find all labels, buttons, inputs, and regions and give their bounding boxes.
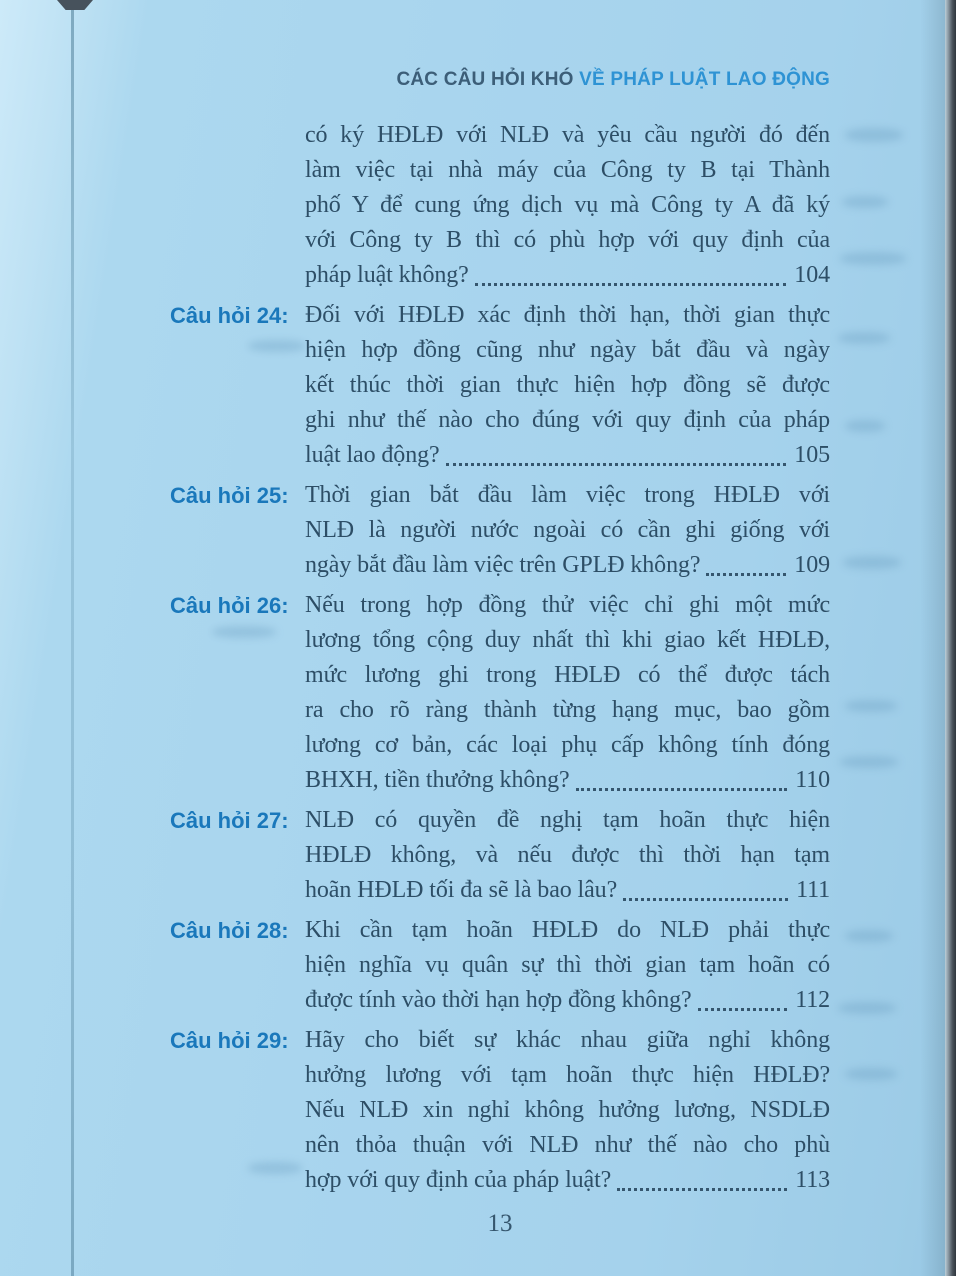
- toc-line: với Công ty B thì có phù hợp với quy định của: [305, 227, 830, 253]
- page-ref-number: 105: [794, 442, 830, 468]
- dot-leader: [706, 573, 786, 576]
- toc-leader-line: [305, 873, 830, 908]
- toc-line-text: pháp luật không?: [305, 262, 469, 288]
- toc-line: ra cho rõ ràng thành từng hạng mục, bao gồm: [305, 697, 830, 723]
- toc-line: Nếu trong hợp đồng thử việc chỉ ghi một mức: [305, 592, 830, 618]
- toc-leader-line: [305, 983, 830, 1018]
- dot-leader: [576, 788, 788, 791]
- toc-line: HĐLĐ không, và nếu được thì thời hạn tạm: [305, 842, 830, 868]
- page-footer: [170, 1210, 830, 1238]
- header-title-accent: VỀ PHÁP LUẬT LAO ĐỘNG: [579, 69, 830, 90]
- page-ref-number: 109: [794, 552, 830, 578]
- bleed-through-mark: [845, 420, 885, 432]
- bleed-through-mark: [840, 252, 906, 265]
- book-edge-strip: [945, 0, 956, 1276]
- toc-entry: [170, 478, 830, 583]
- toc-line: Thời gian bắt đầu làm việc trong HĐLĐ với: [305, 482, 830, 508]
- page-gutter-crease: [71, 0, 74, 1276]
- toc-entry: [170, 298, 830, 473]
- toc-entry: [170, 588, 830, 798]
- dot-leader: [475, 283, 787, 286]
- bleed-through-mark: [842, 196, 888, 208]
- toc-entry: [170, 803, 830, 908]
- toc-line: làm việc tại nhà máy của Công ty B tại Thành: [305, 157, 830, 183]
- toc-line: Nếu NLĐ xin nghỉ không hưởng lương, NSDLĐ: [305, 1097, 830, 1123]
- bleed-through-mark: [845, 700, 897, 712]
- toc-line: lương cơ bản, các loại phụ cấp không tính đóng: [305, 732, 830, 758]
- bleed-through-mark: [840, 756, 898, 768]
- question-label: Câu hỏi 27:: [170, 808, 289, 833]
- bleed-through-mark: [845, 930, 893, 942]
- question-label: Câu hỏi 24:: [170, 303, 289, 328]
- toc-line-text: hoãn HĐLĐ tối đa sẽ là bao lâu?: [305, 877, 618, 903]
- table-of-contents: [170, 118, 830, 1198]
- dot-leader: [446, 463, 787, 466]
- toc-line: hiện hợp đồng cũng như ngày bắt đầu và ngày: [305, 337, 830, 363]
- page-ref-number: 110: [795, 767, 830, 793]
- toc-leader-line: [305, 1163, 830, 1198]
- page-ref-number: 111: [796, 877, 830, 903]
- toc-leader-line: [305, 763, 830, 798]
- bleed-through-mark: [838, 1002, 896, 1014]
- toc-line: NLĐ là người nước ngoài có cần ghi giống với: [305, 517, 830, 543]
- toc-line-text: BHXH, tiền thưởng không?: [305, 767, 570, 793]
- toc-line: có ký HĐLĐ với NLĐ và yêu cầu người đó đến: [305, 122, 830, 148]
- toc-leader-line: [305, 258, 830, 293]
- question-label: Câu hỏi 25:: [170, 483, 289, 508]
- toc-line-text: luật lao động?: [305, 442, 440, 468]
- page-ref-number: 112: [795, 987, 830, 1013]
- page-edge-shadow: [920, 0, 946, 1276]
- question-label: Câu hỏi 28:: [170, 918, 289, 943]
- toc-line-text: ngày bắt đầu làm việc trên GPLĐ không?: [305, 552, 701, 578]
- page-ref-number: 113: [795, 1167, 830, 1193]
- bleed-through-mark: [845, 1068, 897, 1080]
- toc-line: Đối với HĐLĐ xác định thời hạn, thời gian thực: [305, 302, 830, 328]
- running-header: [0, 0, 956, 90]
- footer-page-number: 13: [487, 1210, 513, 1237]
- toc-line: Khi cần tạm hoãn HĐLĐ do NLĐ phải thực: [305, 917, 830, 943]
- toc-line: Hãy cho biết sự khác nhau giữa nghỉ không: [305, 1027, 830, 1053]
- toc-entry: [170, 913, 830, 1018]
- dot-leader: [623, 898, 788, 901]
- toc-line-text: được tính vào thời hạn hợp đồng không?: [305, 987, 692, 1013]
- dot-leader: [698, 1008, 788, 1011]
- bleed-through-mark: [843, 556, 901, 569]
- toc-line: hưởng lương với tạm hoãn thực hiện HĐLĐ?: [305, 1062, 830, 1088]
- toc-line: kết thúc thời gian thực hiện hợp đồng sẽ được: [305, 372, 830, 398]
- toc-line: NLĐ có quyền đề nghị tạm hoãn thực hiện: [305, 807, 830, 833]
- bleed-through-mark: [838, 332, 890, 344]
- dot-leader: [617, 1188, 787, 1191]
- toc-line: mức lương ghi trong HĐLĐ có thể được tách: [305, 662, 830, 688]
- question-label: Câu hỏi 29:: [170, 1028, 289, 1053]
- question-label: Câu hỏi 26:: [170, 593, 289, 618]
- header-title-primary: CÁC CÂU HỎI KHÓ: [396, 69, 574, 90]
- toc-leader-line: [305, 548, 830, 583]
- toc-leader-line: [305, 438, 830, 473]
- toc-entry: [170, 118, 830, 293]
- bleed-through-mark: [845, 128, 903, 142]
- toc-line: hiện nghĩa vụ quân sự thì thời gian tạm hoãn có: [305, 952, 830, 978]
- toc-line-text: hợp với quy định của pháp luật?: [305, 1167, 612, 1193]
- toc-entry: [170, 1023, 830, 1198]
- toc-line: lương tổng cộng duy nhất thì khi giao kết HĐLĐ,: [305, 627, 830, 653]
- page-ref-number: 104: [794, 262, 830, 288]
- toc-line: phố Y để cung ứng dịch vụ mà Công ty A đã ký: [305, 192, 830, 218]
- toc-line: nên thỏa thuận với NLĐ như thế nào cho phù: [305, 1132, 830, 1158]
- toc-line: ghi như thế nào cho đúng với quy định của pháp: [305, 407, 830, 433]
